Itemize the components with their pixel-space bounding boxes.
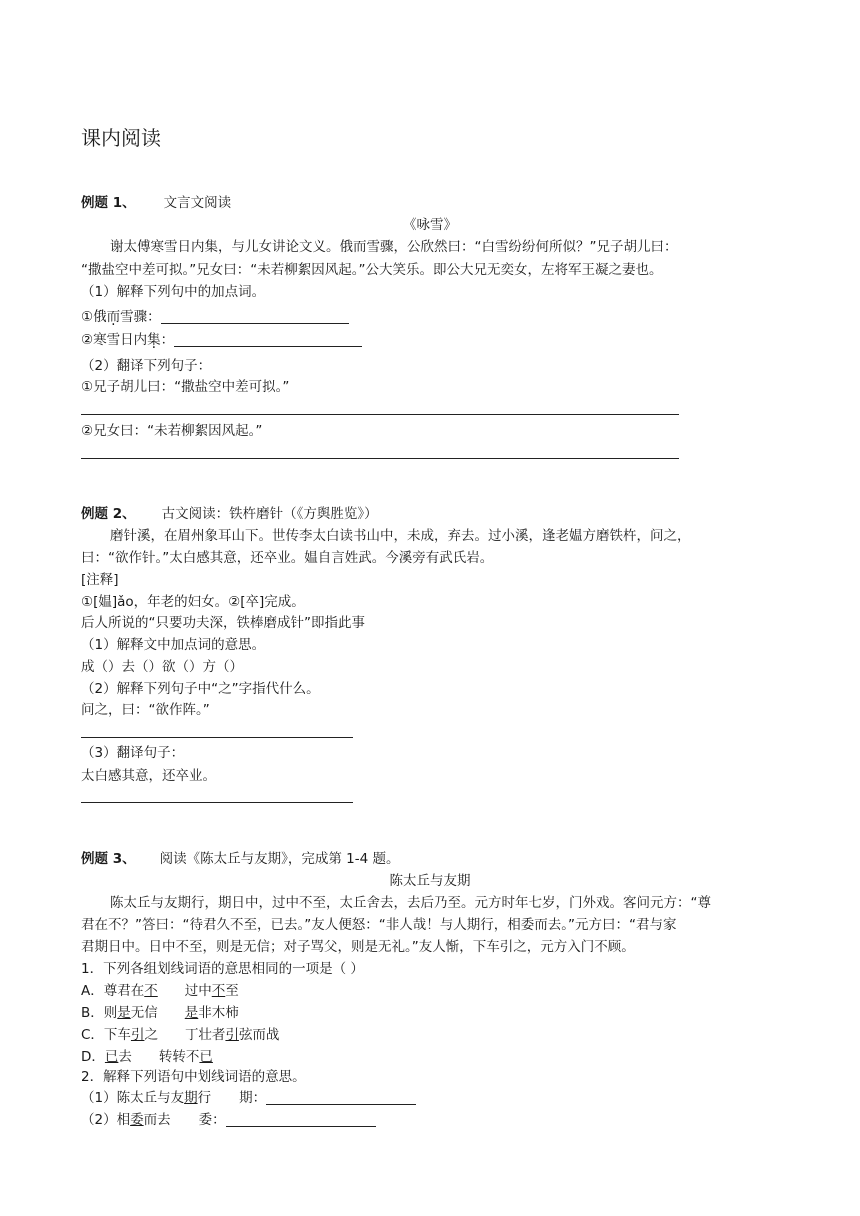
question-2-2-sentence: 问之，曰：“欲作阵。” <box>81 702 210 718</box>
option-c: C．下车引之 丁壮者引弦而战 <box>81 1027 280 1043</box>
answer-blank[interactable] <box>174 332 362 347</box>
question-2-1-blanks: 成（）去（）欲（）方（） <box>81 659 243 675</box>
question-1-1-item-1: ①俄而雪骤： <box>81 306 349 328</box>
option-d: D．已去 转转不已 <box>81 1049 213 1065</box>
example-2-passage-line-1: 磨针溪，在眉州象耳山下。世传李太白读书山中，未成，弃去。过小溪，逢老媪方磨铁杵，问之， <box>110 528 691 544</box>
example-2-remark: 后人所说的“只要功夫深，铁棒磨成针”即指此事 <box>81 615 365 631</box>
question-3-2-item-2: （2）相委而去 委： <box>81 1109 376 1131</box>
example-2-passage-line-2: 曰：“欲作针。”太白感其意，还卒业。媪自言姓武。今溪旁有武氏岩。 <box>81 550 494 566</box>
answer-blank[interactable] <box>226 1112 376 1127</box>
example-1-label: 例题 1、 <box>81 195 136 211</box>
example-3-heading <box>81 848 399 870</box>
example-3-label: 例题 3、 <box>81 851 136 867</box>
option-a: A．尊君在不 过中不至 <box>81 983 239 999</box>
question-2-1: （1）解释文中加点词的意思。 <box>81 637 266 653</box>
answer-line[interactable] <box>81 414 679 415</box>
answer-blank[interactable] <box>161 309 349 324</box>
example-2-notes-heading: [注释] <box>81 572 119 588</box>
example-2-label: 例题 2、 <box>81 506 136 522</box>
example-2-notes: ①[媪]ǎo，年老的妇女。②[卒]完成。 <box>81 594 305 610</box>
example-1-heading <box>81 192 231 214</box>
example-3-text-title: 陈太丘与友期 <box>389 873 471 889</box>
question-3-2-item-1: （1）陈太丘与友期行 期： <box>81 1087 416 1109</box>
question-3-1: 1．下列各组划线词语的意思相同的一项是（ ） <box>81 961 364 977</box>
example-2-heading <box>81 503 378 525</box>
question-2-3: （3）翻译句子： <box>81 745 185 761</box>
example-3-passage-line-2: 君在不？”答曰：“待君久不至，已去。”友人便怒：“非人哉！与人期行，相委而去。”元方曰：“君与家 <box>81 917 677 933</box>
dotted-char: 集 <box>147 332 161 348</box>
answer-line[interactable] <box>81 737 353 738</box>
answer-blank[interactable] <box>266 1090 416 1105</box>
option-b: B．则是无信 是非木柿 <box>81 1005 239 1021</box>
dotted-char: 而 <box>106 309 121 325</box>
example-1-passage-line-2: “撒盐空中差可拟。”兄女曰：“未若柳絮因风起。”公大笑乐。即公大兄无奕女，左将军王凝之妻也。 <box>81 262 663 278</box>
answer-line[interactable] <box>81 802 353 803</box>
question-1-1: （1）解释下列句中的加点词。 <box>81 284 266 300</box>
example-3-passage-line-3: 君期日中。日中不至，则是无信；对子骂父，则是无礼。”友人惭，下车引之，元方入门不顾。 <box>81 939 635 955</box>
question-3-2: 2．解释下列语句中划线词语的意思。 <box>81 1069 306 1085</box>
question-2-3-sentence: 太白感其意，还卒业。 <box>81 768 216 784</box>
example-2-topic: 古文阅读：铁杵磨针（《方舆胜览》） <box>161 506 378 522</box>
answer-line[interactable] <box>81 458 679 459</box>
question-1-2-item-1: ①兄子胡儿曰：“撒盐空中差可拟。” <box>81 379 290 395</box>
example-1-topic: 文言文阅读 <box>163 195 232 211</box>
question-1-2-item-2: ②兄女曰：“未若柳絮因风起。” <box>81 423 263 439</box>
example-3-topic: 阅读《陈太丘与友期》，完成第 1-4 题。 <box>159 851 400 867</box>
question-1-2: （2）翻译下列句子： <box>81 358 212 374</box>
page-title: 课内阅读 <box>81 126 161 150</box>
example-1-passage-line-1: 谢太傅寒雪日内集，与儿女讲论文义。俄而雪骤，公欣然曰：“白雪纷纷何所似？”兄子胡儿曰： <box>110 239 678 255</box>
question-1-1-item-2: ②寒雪日内集： <box>81 329 362 351</box>
question-2-2: （2）解释下列句子中“之”字指代什么。 <box>81 681 320 697</box>
example-3-passage-line-1: 陈太丘与友期行，期日中，过中不至，太丘舍去，去后乃至。元方时年七岁，门外戏。客问元方：“尊 <box>110 895 711 911</box>
example-1-text-title: 《咏雪》 <box>403 217 457 233</box>
